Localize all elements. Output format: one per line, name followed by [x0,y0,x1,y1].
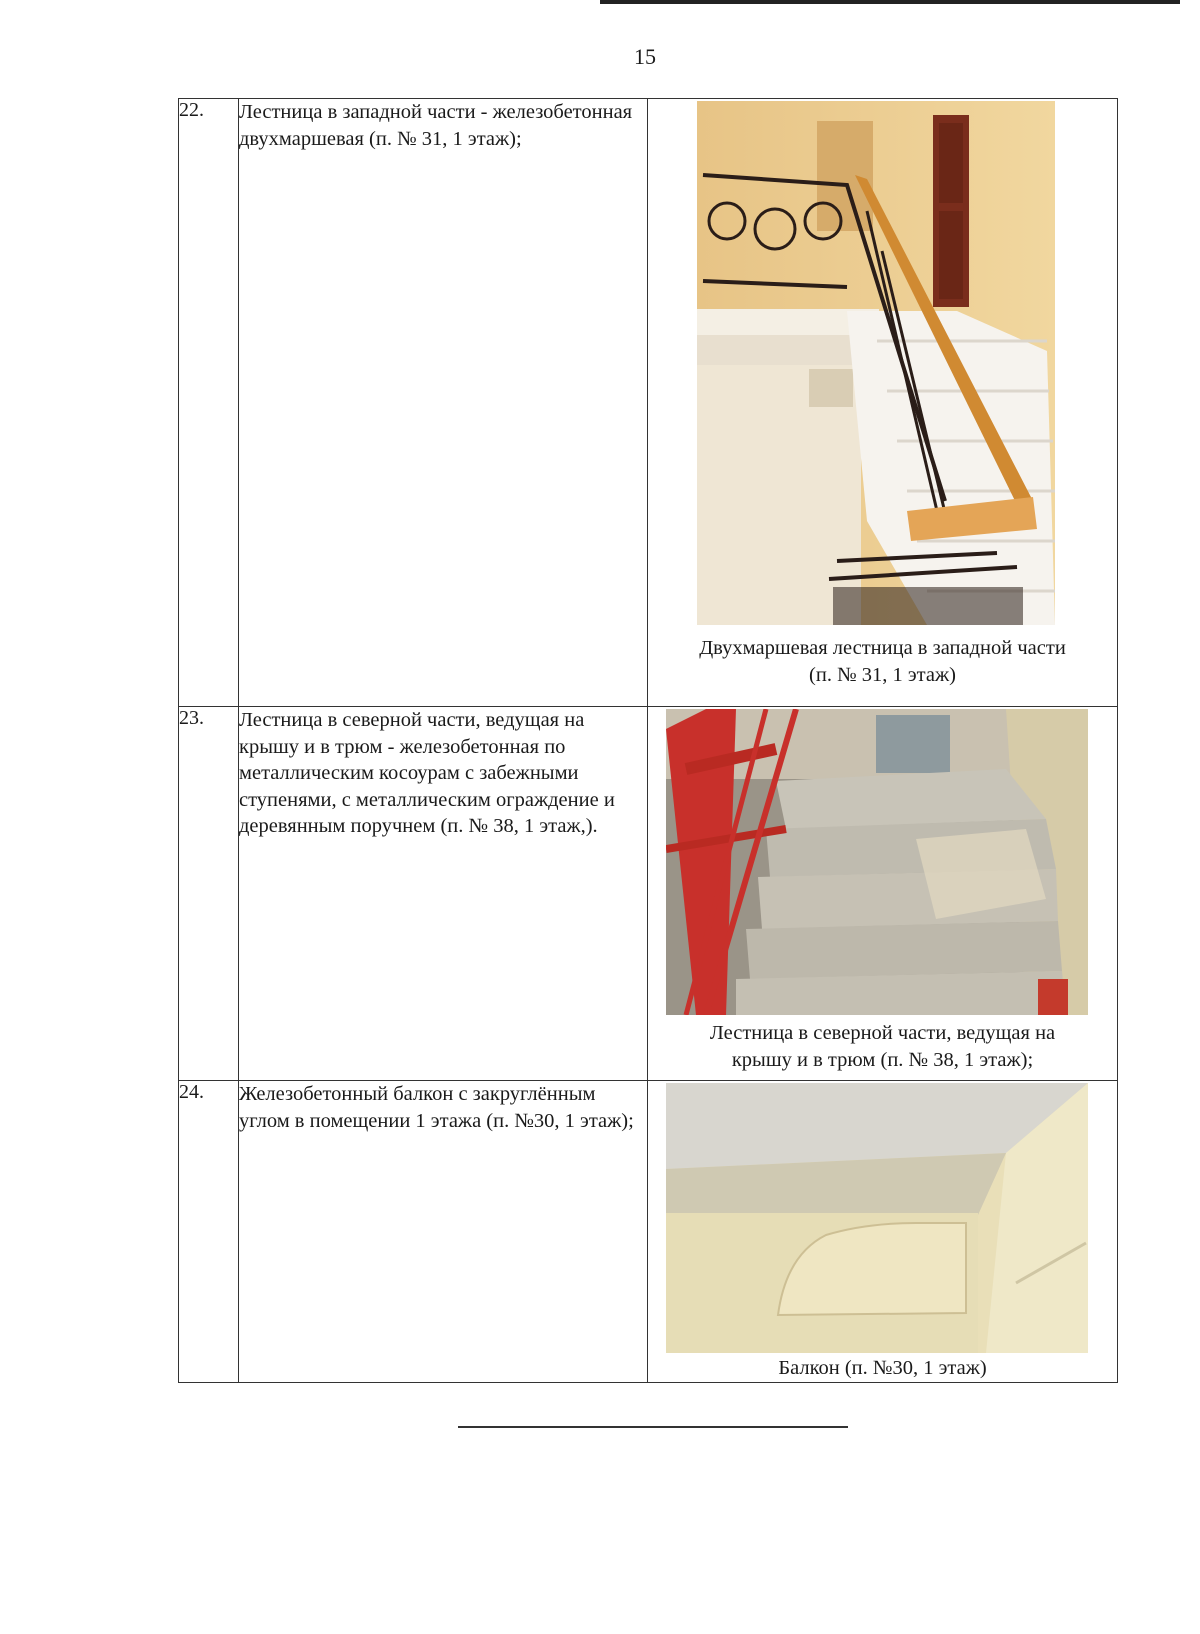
photo-caption-line2: (п. № 31, 1 этаж) [809,664,956,686]
photo-caption-line1: Двухмаршевая лестница в западной части [699,637,1066,659]
photo-caption-line1: Балкон (п. №30, 1 этаж) [778,1357,987,1379]
staircase-north-photo [666,709,1088,1015]
bottom-separator-line [458,1426,848,1428]
page-number: 15 [634,44,656,69]
row-description: Лестница в северной части, ведущая на крышу и в трюм - железобетонная по металлическим косоурам с забежными ступенями, с металлическим ограждение и деревянным поручнем (п. № 38, 1 этаж,). [239,707,648,1081]
top-edge-line [600,0,1180,4]
row-number: 24. [179,1081,239,1383]
row-number: 22. [179,99,239,707]
table-row [179,707,1118,1081]
photo-cell [648,707,1118,1081]
row-description: Железобетонный балкон с закруглённым углом в помещении 1 этажа (п. №30, 1 этаж); [239,1081,648,1383]
inventory-table [178,98,1118,1383]
staircase-west-photo [697,101,1055,625]
photo-caption-line1: Лестница в северной части, ведущая на [709,1022,1056,1044]
photo-caption-line2: крышу и в трюм (п. № 38, 1 этаж); [731,1049,1034,1071]
table-row [179,99,1118,707]
photo-cell [648,1081,1118,1383]
row-description: Лестница в западной части - железобетонная двухмаршевая (п. № 31, 1 этаж); [239,99,648,707]
row-number: 23. [179,707,239,1081]
table-row [179,1081,1118,1383]
balcony-photo [666,1083,1088,1353]
photo-cell [648,99,1118,707]
